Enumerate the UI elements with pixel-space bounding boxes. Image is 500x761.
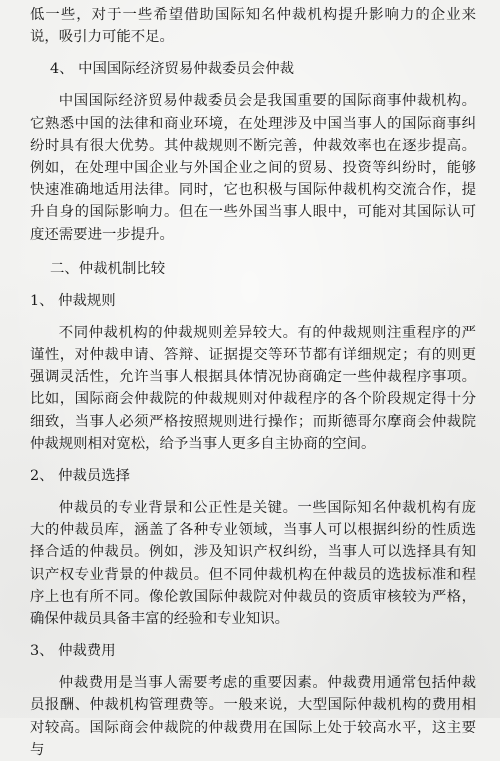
section-4-heading: 4、 中国国际经济贸易仲裁委员会仲裁 xyxy=(50,61,294,78)
subsection-2-body: 仲裁员的专业背景和公正性是关键。一些国际知名仲裁机构有庞大的仲裁员库，涵盖了各种专业领域，当事人可以根据纠纷的性质选择合适的仲裁员。例如，涉及知识产权纠纷，当事人可以选择具有知识产权专业背景的仲裁员。但不同仲裁机构在仲裁员的选拔标准和程序上也有所不同。像伦敦国际仲裁院对仲裁员的资质审核较为严格，确保仲裁员具备丰富的经验和专业知识。 xyxy=(30,500,476,628)
section-4-body: 中国国际经济贸易仲裁委员会是我国重要的国际商事仲裁机构。它熟悉中国的法律和商业环境，在处理涉及中国当事人的国际商事纠纷时具有很大优势。其仲裁规则不断完善，仲裁效率也在逐步提高。例如，在处理中国企业与外国企业之间的贸易、投资等纠纷时，能够快速准确地适用法律。同时，它也积极与国际仲裁机构交流合作，提升自身的国际影响力。但在一些外国当事人眼中，可能对其国际认可度还需要进一步提升。 xyxy=(30,93,476,243)
subsection-1-body: 不同仲裁机构的仲裁规则差异较大。有的仲裁规则注重程序的严谨性，对仲裁申请、答辩、证据提交等环节都有详细规定；有的则更强调灵活性，允许当事人根据具体情况协商确定一些仲裁程序事项。比如，国际商会仲裁院的仲裁规则对仲裁程序的各个阶段规定得十分细致，当事人必须严格按照规则进行操作；而斯德哥尔摩商会仲裁院仲裁规则相对宽松，给予当事人更多自主协商的空间。 xyxy=(30,324,476,452)
intro-continuation: 低一些，对于一些希望借助国际知名仲裁机构提升影响力的企业来说，吸引力可能不足。 xyxy=(30,7,476,46)
document-body xyxy=(30,4,476,761)
part-2-heading: 二、仲裁机制比较 xyxy=(50,260,166,277)
subsection-3-body: 仲裁费用是当事人需要考虑的重要因素。仲裁费用通常包括仲裁员报酬、仲裁机构管理费等。一般来说，大型国际仲裁机构的费用相对较高。国际商会仲裁院的仲裁费用在国际上处于较高水平，这主要与 xyxy=(30,675,476,758)
subsection-3-heading: 3、 仲裁费用 xyxy=(30,643,116,660)
subsection-2-heading: 2、 仲裁员选择 xyxy=(30,468,131,485)
subsection-1-heading: 1、 仲裁规则 xyxy=(30,292,116,309)
